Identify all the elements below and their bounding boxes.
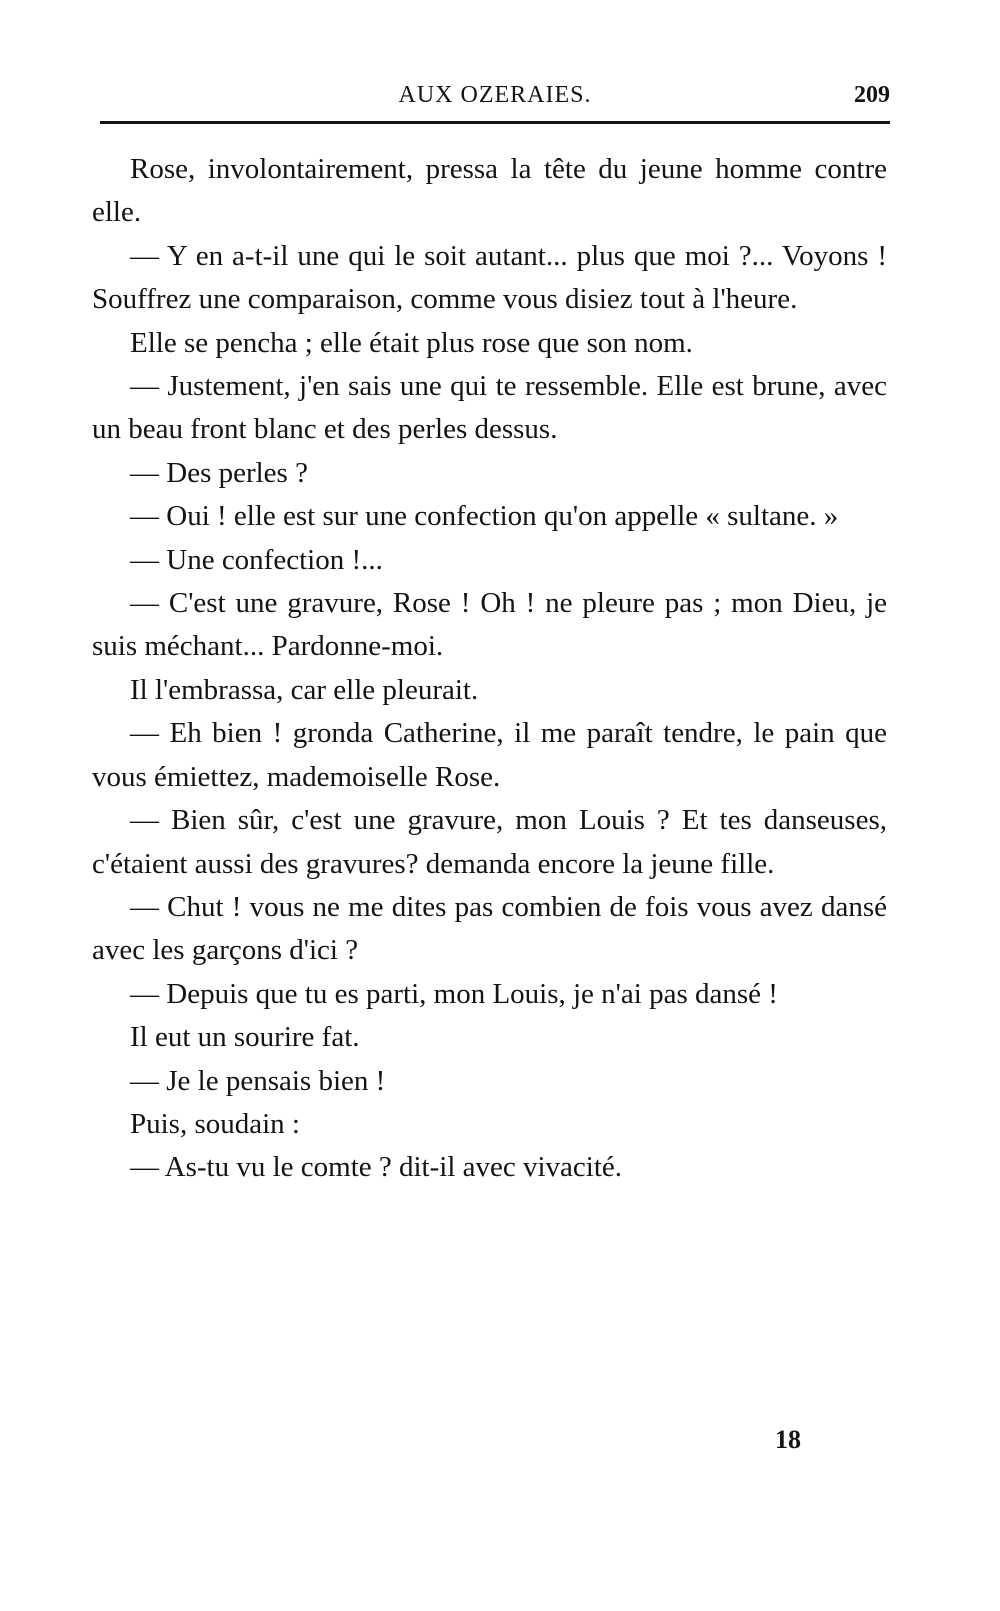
header-rule	[100, 121, 890, 124]
paragraph: — C'est une gravure, Rose ! Oh ! ne pleure pas ; mon Dieu, je suis méchant... Pardonne-moi.	[92, 587, 887, 663]
paragraph: — Depuis que tu es parti, mon Louis, je n'ai pas dansé !	[130, 977, 778, 1010]
signature-mark: 18	[775, 1425, 801, 1454]
body-text	[92, 148, 887, 1190]
paragraph: — Justement, j'en sais une qui te ressemble. Elle est brune, avec un beau front blanc et des perles dessus.	[92, 370, 887, 446]
running-head	[100, 82, 890, 112]
paragraph: — Des perles ?	[130, 456, 308, 489]
running-title: AUX OZERAIES.	[398, 82, 592, 108]
paragraph: — As-tu vu le comte ? dit-il avec vivacité.	[130, 1151, 623, 1184]
paragraph: — Eh bien ! gronda Catherine, il me paraît tendre, le pain que vous émiettez, mademoiselle Rose.	[92, 717, 887, 793]
paragraph: Rose, involontairement, pressa la tête du jeune homme contre elle.	[92, 153, 887, 229]
paragraph: Elle se pencha ; elle était plus rose que son nom.	[130, 326, 693, 359]
paragraph: — Je le pensais bien !	[130, 1064, 386, 1097]
paragraph: Puis, soudain :	[130, 1107, 300, 1140]
paragraph: — Chut ! vous ne me dites pas combien de fois vous avez dansé avec les garçons d'ici ?	[92, 890, 887, 967]
paragraph: Il l'embrassa, car elle pleurait.	[130, 673, 479, 706]
paragraph: — Une confection !...	[130, 543, 383, 576]
page-number: 209	[854, 82, 890, 108]
paragraph: — Oui ! elle est sur une confection qu'on appelle « sultane. »	[130, 500, 839, 533]
paragraph: — Bien sûr, c'est une gravure, mon Louis ? Et tes danseuses, c'étaient aussi des gravures? demanda encore la jeune fille.	[92, 804, 887, 880]
paragraph: — Y en a-t-il une qui le soit autant... plus que moi ?... Voyons ! Souffrez une comparaison, comme vous disiez tout à l'heure.	[92, 239, 887, 316]
paragraph: Il eut un sourire fat.	[130, 1021, 360, 1054]
